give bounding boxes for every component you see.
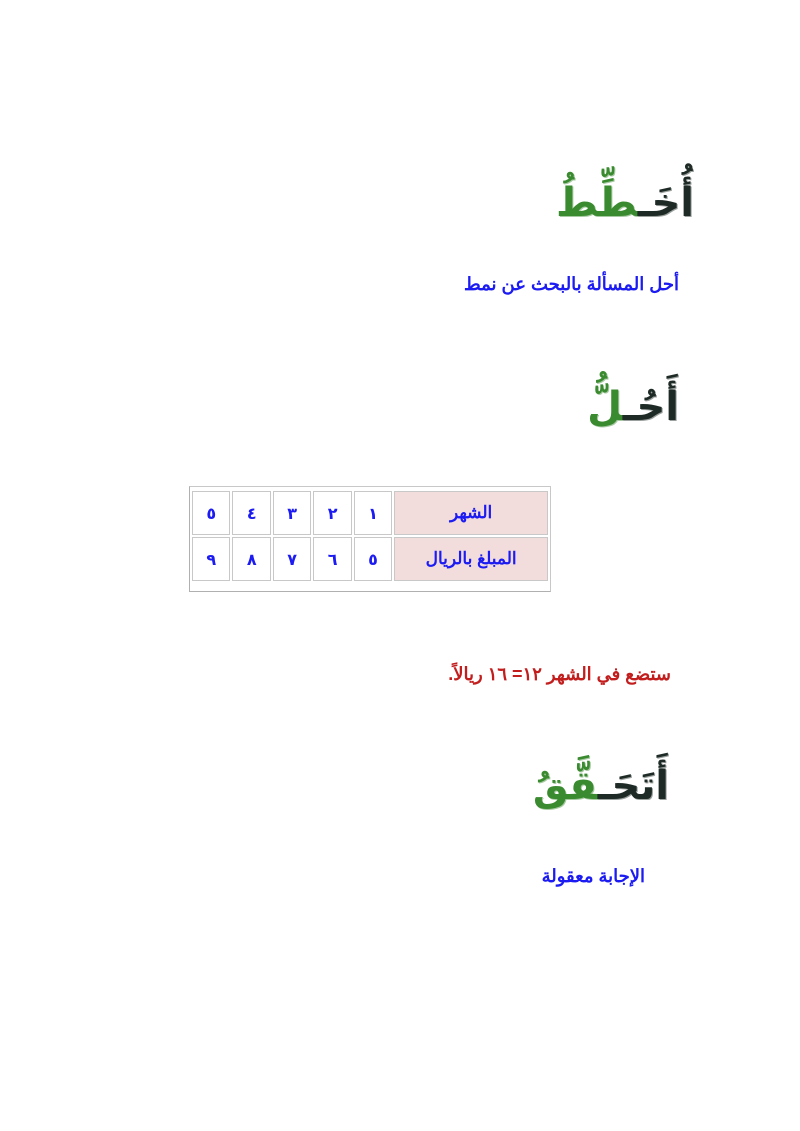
table-cell: ٦ [313,537,351,581]
solve-heading-part1: أَحُـ [622,384,679,430]
table-cell: ٧ [273,537,311,581]
solve-answer: ستضع في الشهر ١٢= ١٦ ريالاً. [448,664,671,684]
check-heading-part2: قَّقُ [532,763,598,809]
plan-heading-part2: طِّطُ [555,180,638,226]
check-text: الإجابة معقولة [541,866,645,886]
table-cell: ٨ [232,537,270,581]
table-cell: ٩ [192,537,230,581]
table-cell: ٢ [313,491,351,535]
plan-heading-part1: أُخَـ [637,180,694,226]
table-cell-amount-label: المبلغ بالريال [394,537,548,581]
solve-heading [587,384,679,430]
table-cell-month-label: الشهر [394,491,548,535]
table-cell: ٤ [232,491,270,535]
table-cell: ١ [354,491,392,535]
pattern-table-grid [190,489,550,583]
table-cell: ٥ [192,491,230,535]
table-row-amount [192,537,548,581]
check-heading-part1: أَتَحَـ [597,763,669,809]
plan-heading [555,180,694,226]
solve-heading-part2: لُّ [587,384,623,430]
table-row-month [192,491,548,535]
plan-text: أحل المسألة بالبحث عن نمط [464,274,679,294]
table-cell: ٣ [273,491,311,535]
pattern-table [189,486,551,592]
check-heading [532,763,669,809]
table-cell: ٥ [354,537,392,581]
